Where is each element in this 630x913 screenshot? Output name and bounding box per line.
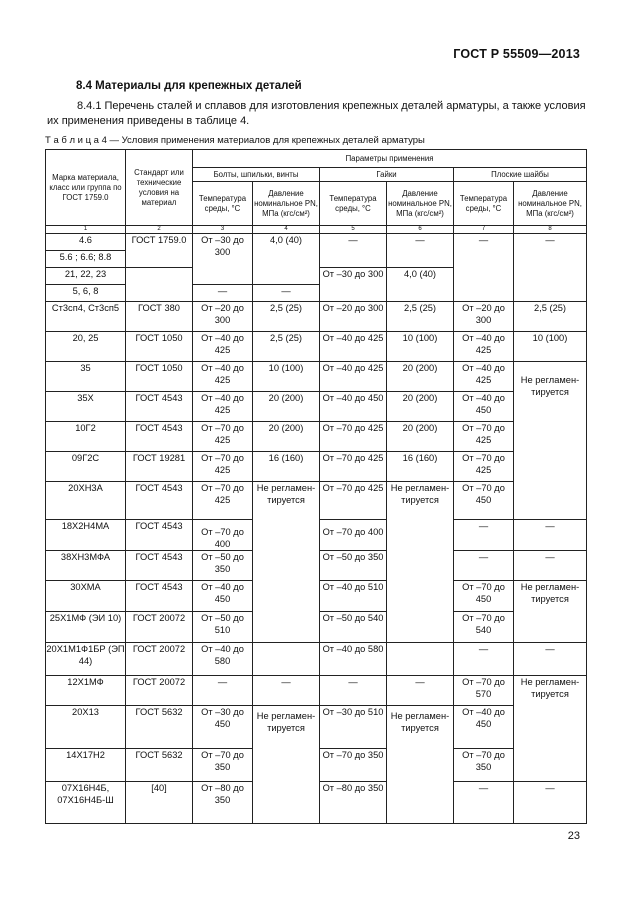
nut-temp-cell: От –20 до 300 (320, 302, 387, 332)
bolt-temp-cell: От –70 до 350 (193, 749, 253, 782)
bolt-pressure-cell: 2,5 (25) (253, 302, 320, 332)
mark-cell: 20ХН3А (46, 482, 126, 520)
standard-cell: ГОСТ 19281 (126, 452, 193, 482)
bolt-pressure-cell: 20 (200) (253, 392, 320, 422)
mark-cell: 14Х17Н2 (46, 749, 126, 782)
standard-cell: ГОСТ 20072 (126, 676, 193, 706)
standard-cell: ГОСТ 20072 (126, 643, 193, 676)
nut-pressure-cell: 2,5 (25) (387, 302, 454, 332)
column-number: 2 (126, 226, 193, 234)
washer-temp-cell: От –70 до 570 (454, 676, 514, 706)
nut-pressure-cell: 20 (200) (387, 422, 454, 452)
washer-pressure-cell: — (514, 643, 587, 676)
bolt-pressure-cell: Не регламен- тируется (253, 482, 320, 643)
nut-pressure-cell: — (387, 676, 454, 706)
nut-temp-cell: От –80 до 350 (320, 782, 387, 824)
bolt-pressure-cell: 16 (160) (253, 452, 320, 482)
column-number: 8 (514, 226, 587, 234)
washer-pressure-cell: — (514, 782, 587, 824)
washer-pressure-cell: 2,5 (25) (514, 302, 587, 332)
washer-temp-cell: От –70 до 450 (454, 581, 514, 612)
bolt-pressure-cell: — (253, 676, 320, 706)
bolt-temp-cell: От –80 до 350 (193, 782, 253, 824)
bolt-temp-cell: От –40 до 425 (193, 332, 253, 362)
nut-temp-cell: — (320, 234, 387, 268)
mark-cell: 21, 22, 23 (46, 268, 126, 285)
nut-pressure-cell (387, 643, 454, 676)
header-mark: Марка материала, класс или группа по ГОСТ 1759.0 (46, 150, 126, 226)
washer-pressure-cell: 10 (100) (514, 332, 587, 362)
washer-temp-cell: — (454, 551, 514, 581)
standard-cell: ГОСТ 380 (126, 302, 193, 332)
nut-pressure-cell: 20 (200) (387, 362, 454, 392)
header-temp: Температура среды, °С (320, 182, 387, 226)
washer-temp-cell: — (454, 234, 514, 302)
column-number: 5 (320, 226, 387, 234)
standard-number: ГОСТ Р 55509—2013 (453, 47, 580, 61)
column-number: 7 (454, 226, 514, 234)
nut-temp-cell: От –70 до 400 (320, 520, 387, 551)
mark-cell: 20, 25 (46, 332, 126, 362)
nut-pressure-cell: 20 (200) (387, 392, 454, 422)
header-bolts: Болты, шпильки, винты (193, 168, 320, 182)
mark-cell: 20Х13 (46, 706, 126, 749)
mark-cell: 20Х1М1Ф1БР (ЭП 44) (46, 643, 126, 676)
standard-cell (126, 268, 193, 302)
standard-cell: ГОСТ 4543 (126, 581, 193, 612)
header-pressure: Давление номинальное PN, МПа (кгс/см²) (253, 182, 320, 226)
washer-temp-cell: От –70 до 540 (454, 612, 514, 643)
bolt-temp-cell: От –70 до 425 (193, 482, 253, 520)
mark-cell: 09Г2С (46, 452, 126, 482)
washer-pressure-cell: — (514, 551, 587, 581)
header-nuts: Гайки (320, 168, 454, 182)
bolt-temp-cell: — (193, 285, 253, 302)
nut-temp-cell: От –40 до 580 (320, 643, 387, 676)
standard-cell: ГОСТ 5632 (126, 749, 193, 782)
nut-temp-cell: От –30 до 510 (320, 706, 387, 749)
page-number: 23 (567, 830, 580, 842)
bolt-pressure-cell: 10 (100) (253, 362, 320, 392)
mark-cell: 30ХМА (46, 581, 126, 612)
washer-temp-cell: — (454, 520, 514, 551)
bolt-pressure-cell: Не регламен- тируется (253, 706, 320, 824)
column-number: 3 (193, 226, 253, 234)
mark-cell: 07Х16Н4Б, 07Х16Н4Б-Ш (46, 782, 126, 824)
bolt-temp-cell: От –70 до 400 (193, 520, 253, 551)
nut-pressure-cell: 16 (160) (387, 452, 454, 482)
mark-cell: Ст3сп4, Ст3сп5 (46, 302, 126, 332)
standard-cell: ГОСТ 20072 (126, 612, 193, 643)
nut-temp-cell: От –50 до 540 (320, 612, 387, 643)
washer-temp-cell: От –70 до 450 (454, 482, 514, 520)
nut-temp-cell: От –40 до 450 (320, 392, 387, 422)
mark-cell: 38ХН3МФА (46, 551, 126, 581)
mark-cell: 5.6 ; 6.6; 8.8 (46, 251, 126, 268)
bolt-temp-cell: От –70 до 425 (193, 452, 253, 482)
bolt-temp-cell: От –30 до 300 (193, 234, 253, 285)
washer-pressure-cell: Не регламен- тируется (514, 676, 587, 782)
nut-temp-cell: От –30 до 300 (320, 268, 387, 302)
standard-cell: ГОСТ 4543 (126, 551, 193, 581)
bolt-temp-cell: От –20 до 300 (193, 302, 253, 332)
bolt-temp-cell: — (193, 676, 253, 706)
bolt-temp-cell: От –40 до 425 (193, 362, 253, 392)
section-paragraph: 8.4.1 Перечень сталей и сплавов для изготовления крепежных деталей арматуры, а также условия их применения приведены в таблице 4. (47, 100, 586, 127)
nut-temp-cell: От –40 до 510 (320, 581, 387, 612)
nut-temp-cell: От –40 до 425 (320, 362, 387, 392)
bolt-temp-cell: От –70 до 425 (193, 422, 253, 452)
column-number: 4 (253, 226, 320, 234)
bolt-temp-cell: От –40 до 450 (193, 581, 253, 612)
standard-cell: ГОСТ 4543 (126, 482, 193, 520)
mark-cell: 35Х (46, 392, 126, 422)
washer-pressure-cell: Не регламен- тируется (514, 581, 587, 643)
header-washers: Плоские шайбы (454, 168, 587, 182)
header-params: Параметры применения (193, 150, 587, 168)
standard-cell: ГОСТ 4543 (126, 422, 193, 452)
standard-cell: ГОСТ 5632 (126, 706, 193, 749)
mark-cell: 12Х1МФ (46, 676, 126, 706)
mark-cell: 18Х2Н4МА (46, 520, 126, 551)
mark-cell: 4.6 (46, 234, 126, 251)
header-standard: Стандарт или технические условия на материал (126, 150, 193, 226)
column-number: 6 (387, 226, 454, 234)
standard-cell: ГОСТ 4543 (126, 392, 193, 422)
column-number: 1 (46, 226, 126, 234)
standard-cell: ГОСТ 1050 (126, 332, 193, 362)
washer-pressure-cell: — (514, 234, 587, 302)
washer-temp-cell: От –70 до 425 (454, 422, 514, 452)
bolt-temp-cell: От –50 до 510 (193, 612, 253, 643)
washer-pressure-cell: — (514, 520, 587, 551)
nut-temp-cell: — (320, 676, 387, 706)
header-pressure: Давление номинальное PN, МПа (кгс/см²) (387, 182, 454, 226)
washer-temp-cell: — (454, 643, 514, 676)
bolt-pressure-cell (253, 643, 320, 676)
washer-temp-cell: От –70 до 350 (454, 749, 514, 782)
nut-pressure-cell: Не регламен- тируется (387, 482, 454, 643)
bolt-temp-cell: От –30 до 450 (193, 706, 253, 749)
bolt-temp-cell: От –40 до 580 (193, 643, 253, 676)
nut-temp-cell: От –50 до 350 (320, 551, 387, 581)
section-heading: 8.4 Материалы для крепежных деталей (76, 80, 302, 92)
bolt-pressure-cell: 4,0 (40) (253, 234, 320, 285)
nut-temp-cell: От –70 до 350 (320, 749, 387, 782)
standard-cell: ГОСТ 4543 (126, 520, 193, 551)
nut-pressure-cell: Не регламен- тируется (387, 706, 454, 824)
bolt-temp-cell: От –50 до 350 (193, 551, 253, 581)
washer-pressure-cell: Не регламен- тируется (514, 362, 587, 520)
standard-cell: ГОСТ 1759.0 (126, 234, 193, 268)
nut-pressure-cell: — (387, 234, 454, 268)
header-temp: Температура среды, °С (454, 182, 514, 226)
mark-cell: 35 (46, 362, 126, 392)
washer-temp-cell: От –40 до 425 (454, 332, 514, 362)
standard-cell: [40] (126, 782, 193, 824)
bolt-pressure-cell: 20 (200) (253, 422, 320, 452)
nut-temp-cell: От –70 до 425 (320, 422, 387, 452)
mark-cell: 10Г2 (46, 422, 126, 452)
nut-temp-cell: От –40 до 425 (320, 332, 387, 362)
nut-temp-cell: От –70 до 425 (320, 482, 387, 520)
header-temp: Температура среды, °С (193, 182, 253, 226)
washer-temp-cell: От –40 до 425 (454, 362, 514, 392)
mark-cell: 25Х1МФ (ЭИ 10) (46, 612, 126, 643)
washer-temp-cell: От –40 до 450 (454, 706, 514, 749)
nut-temp-cell: От –70 до 425 (320, 452, 387, 482)
washer-temp-cell: От –40 до 450 (454, 392, 514, 422)
nut-pressure-cell: 4,0 (40) (387, 268, 454, 302)
materials-table (45, 149, 587, 824)
washer-temp-cell: От –70 до 425 (454, 452, 514, 482)
standard-cell: ГОСТ 1050 (126, 362, 193, 392)
table-caption: Т а б л и ц а 4 — Условия применения материалов для крепежных деталей арматуры (45, 135, 425, 146)
washer-temp-cell: — (454, 782, 514, 824)
nut-pressure-cell: 10 (100) (387, 332, 454, 362)
mark-cell: 5, 6, 8 (46, 285, 126, 302)
bolt-temp-cell: От –40 до 425 (193, 392, 253, 422)
header-pressure: Давление номинальное PN, МПа (кгс/см²) (514, 182, 587, 226)
washer-temp-cell: От –20 до 300 (454, 302, 514, 332)
bolt-pressure-cell: — (253, 285, 320, 302)
bolt-pressure-cell: 2,5 (25) (253, 332, 320, 362)
